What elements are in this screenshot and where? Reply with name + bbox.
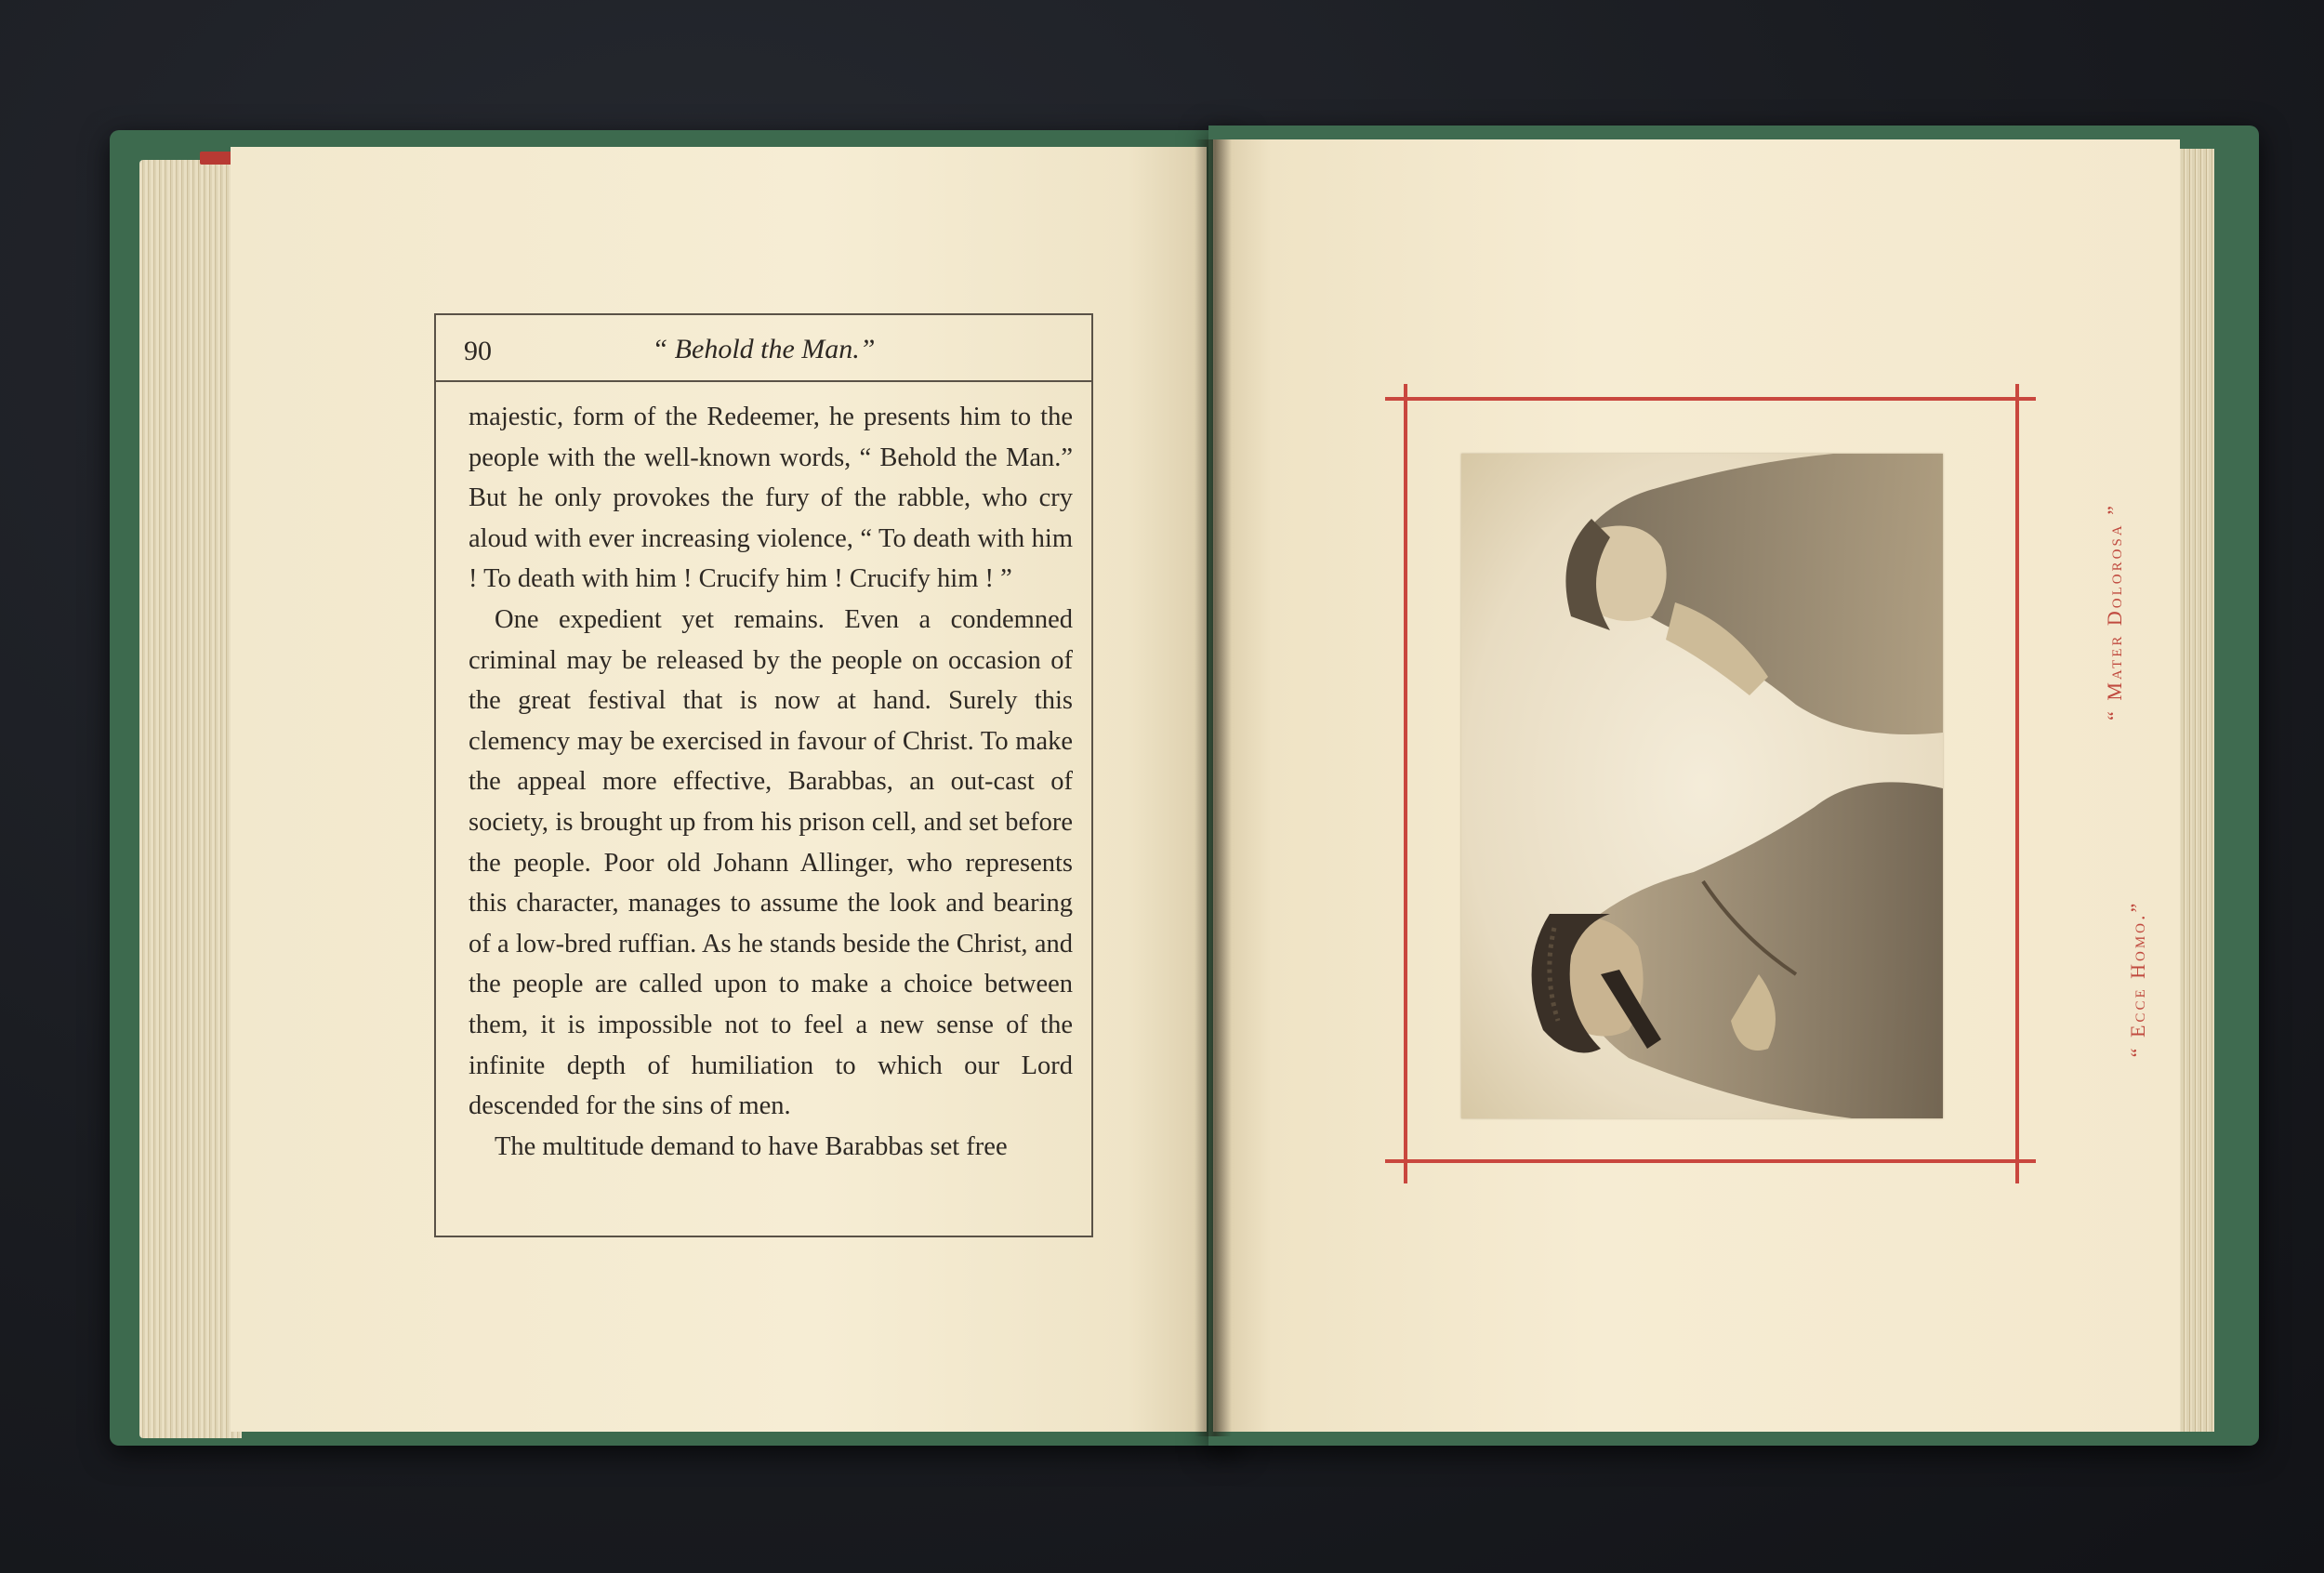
photograph-image — [1461, 454, 1943, 1118]
caption-mater-dolorosa: “ Mater Dolorosa ” — [2103, 503, 2126, 720]
text-frame — [434, 313, 1093, 1237]
caption-ecce-homo: “ Ecce Homo.” — [2126, 900, 2149, 1058]
plate-rule-bottom — [1385, 1159, 2036, 1163]
body-text — [469, 397, 1073, 1167]
page-edges-right — [2175, 149, 2214, 1432]
plate-rule-left — [1404, 384, 1407, 1183]
book-gutter — [1195, 139, 1232, 1436]
plate-rule-right — [2015, 384, 2019, 1183]
paragraph: The multitude demand to have Barabbas set free — [495, 1131, 1008, 1161]
running-head: “ Behold the Man.” — [652, 334, 876, 364]
page-header — [436, 315, 1091, 382]
plate-rule-top — [1385, 397, 2036, 401]
page-edges-left — [139, 160, 242, 1438]
page-number: 90 — [464, 336, 492, 366]
paragraph: One expedient yet remains. Even a condemned criminal may be released by the people on occasion of the great festival that is now at hand. Surely this clemency may be exercised in favour of Christ. To make the appeal more effective, Barabbas, an out-cast of society, is brought up from his prison cell, and set before the people. Poor old Johann Allinger, who represents this character, manages to assume the look and bearing of a low-bred ruffian. As he stands beside the Christ, and the people are called upon to make a choice between them, it is impossible not to feel a new sense of the infinite depth of humiliation to which our Lord descended for the sins of men. — [469, 604, 1073, 1121]
photograph-plate — [1461, 454, 1943, 1118]
paragraph: majestic, form of the Redeemer, he presents him to the people with the well-known words, “ Behold the Man.” But he only provokes the fury of the rabble, who cry aloud with ever increasing violence, “ To death with him ! To death with him ! Crucify him ! Crucify him ! ” — [469, 403, 1073, 594]
